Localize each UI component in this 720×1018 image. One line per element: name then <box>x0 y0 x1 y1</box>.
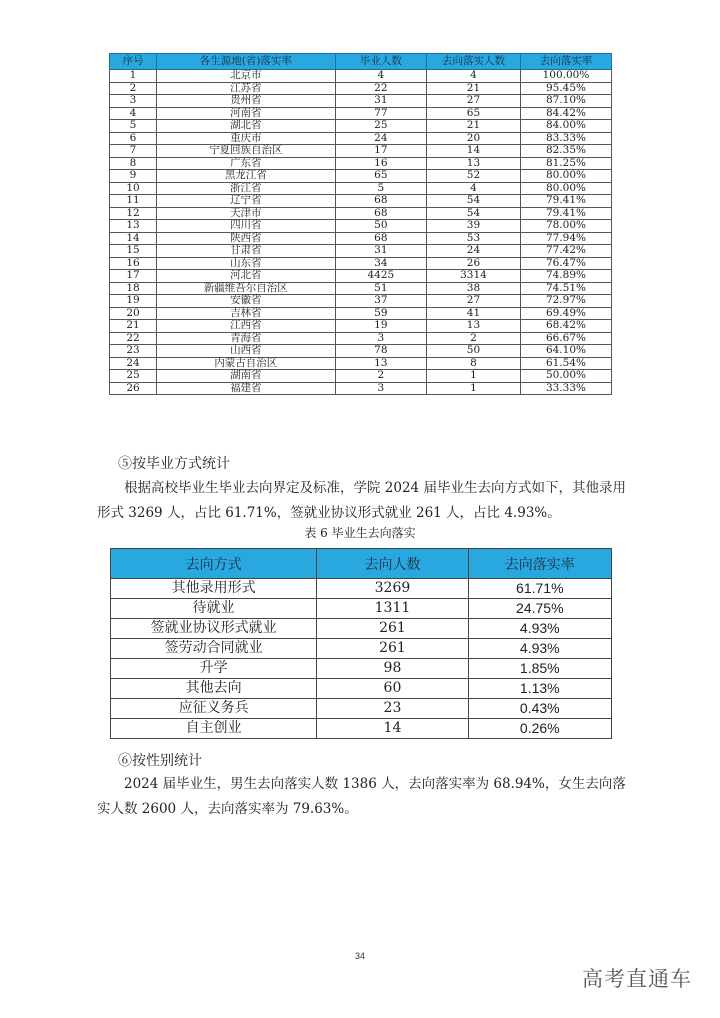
table-row <box>110 370 612 383</box>
table-cell: 福建省 <box>157 382 336 395</box>
table-cell: 4 <box>110 107 157 120</box>
table-cell: 16 <box>335 157 426 170</box>
table-cell: 13 <box>427 157 521 170</box>
table-row <box>110 357 612 370</box>
table-cell: 23 <box>110 345 157 358</box>
table-cell: 应征义务兵 <box>111 699 317 719</box>
table-row <box>110 107 612 120</box>
table-cell: 24 <box>110 357 157 370</box>
table-cell: 84.42% <box>520 107 611 120</box>
table-row <box>111 679 612 699</box>
column-header: 各生源地(省)落实率 <box>157 54 336 70</box>
table-cell: 65 <box>335 170 426 183</box>
table-cell: 4 <box>335 70 426 83</box>
table-cell: 84.00% <box>520 120 611 133</box>
table-cell: 北京市 <box>157 70 336 83</box>
table-cell: 10 <box>110 182 157 195</box>
table-cell: 12 <box>110 207 157 220</box>
table-cell: 0.43% <box>468 699 611 719</box>
table-row <box>110 120 612 133</box>
table-row <box>110 282 612 295</box>
table-cell: 50.00% <box>520 370 611 383</box>
table-cell: 26 <box>110 382 157 395</box>
table-cell: 24 <box>335 132 426 145</box>
table-cell: 黑龙江省 <box>157 170 336 183</box>
table-cell: 81.25% <box>520 157 611 170</box>
table-cell: 77.42% <box>520 245 611 258</box>
table-row <box>111 659 612 679</box>
table-cell: 14 <box>110 232 157 245</box>
table-cell: 61.71% <box>468 579 611 599</box>
table-cell: 湖南省 <box>157 370 336 383</box>
table-cell: 50 <box>427 345 521 358</box>
table-row <box>110 95 612 108</box>
table-cell: 54 <box>427 207 521 220</box>
table-cell: 4425 <box>335 270 426 283</box>
table-cell: 72.97% <box>520 295 611 308</box>
watermark: 高考直通车 <box>582 967 692 991</box>
table-cell: 68 <box>335 207 426 220</box>
table-row <box>110 295 612 308</box>
table-row <box>110 245 612 258</box>
table-cell: 其他录用形式 <box>111 579 317 599</box>
table-cell: 21 <box>427 82 521 95</box>
table-row <box>110 332 612 345</box>
table-cell: 87.10% <box>520 95 611 108</box>
table-cell: 27 <box>427 95 521 108</box>
table-cell: 76.47% <box>520 257 611 270</box>
table-cell: 78.00% <box>520 220 611 233</box>
table-row <box>110 132 612 145</box>
table-cell: 1 <box>427 382 521 395</box>
column-header: 毕业人数 <box>335 54 426 70</box>
column-header: 去向落实率 <box>520 54 611 70</box>
table-row <box>110 70 612 83</box>
table-cell: 3269 <box>317 579 468 599</box>
column-header: 序号 <box>110 54 157 70</box>
table-cell: 25 <box>110 370 157 383</box>
table-cell: 95.45% <box>520 82 611 95</box>
table-cell: 9 <box>110 170 157 183</box>
table-cell: 68 <box>335 195 426 208</box>
table-row <box>111 599 612 619</box>
table-cell: 24 <box>427 245 521 258</box>
table-cell: 1.85% <box>468 659 611 679</box>
destination-table <box>110 548 612 739</box>
table-cell: 四川省 <box>157 220 336 233</box>
section-heading: ⑥按性别统计 <box>118 753 202 769</box>
table-cell: 38 <box>427 282 521 295</box>
table-cell: 98 <box>317 659 468 679</box>
table-cell: 34 <box>335 257 426 270</box>
table-cell: 23 <box>317 699 468 719</box>
paragraph: 根据高校毕业生毕业去向界定及标准，学院 2024 届毕业生去向方式如下，其他录用形式 3269 人，占比 61.71%，签就业协议形式就业 261 人，占比 4.93%。 <box>97 480 626 521</box>
table-cell: 21 <box>110 320 157 333</box>
table-cell: 河南省 <box>157 107 336 120</box>
table-cell: 64.10% <box>520 345 611 358</box>
table-cell: 17 <box>335 145 426 158</box>
table-cell: 1311 <box>317 599 468 619</box>
table-cell: 80.00% <box>520 170 611 183</box>
table-row <box>110 307 612 320</box>
table-cell: 4.93% <box>468 639 611 659</box>
table-cell: 4.93% <box>468 619 611 639</box>
table-cell: 33.33% <box>520 382 611 395</box>
table-row <box>110 157 612 170</box>
page-number: 34 <box>354 951 365 961</box>
table-cell: 自主创业 <box>111 719 317 739</box>
table-row <box>110 82 612 95</box>
table-cell: 26 <box>427 257 521 270</box>
table-cell: 74.51% <box>520 282 611 295</box>
table-cell: 83.33% <box>520 132 611 145</box>
table-cell: 69.49% <box>520 307 611 320</box>
table-cell: 陕西省 <box>157 232 336 245</box>
table-cell: 11 <box>110 195 157 208</box>
table-cell: 68.42% <box>520 320 611 333</box>
table-row <box>111 639 612 659</box>
table-cell: 27 <box>427 295 521 308</box>
table-cell: 新疆维吾尔自治区 <box>157 282 336 295</box>
table-row <box>110 345 612 358</box>
table-row <box>111 619 612 639</box>
table-cell: 39 <box>427 220 521 233</box>
table-cell: 37 <box>335 295 426 308</box>
table-cell: 4 <box>427 182 521 195</box>
table-cell: 41 <box>427 307 521 320</box>
table-cell: 15 <box>110 245 157 258</box>
table-cell: 江西省 <box>157 320 336 333</box>
column-header: 去向人数 <box>317 549 468 579</box>
table-cell: 4 <box>427 70 521 83</box>
table-cell: 54 <box>427 195 521 208</box>
table-row <box>111 579 612 599</box>
table-cell: 3 <box>335 332 426 345</box>
table-cell: 浙江省 <box>157 182 336 195</box>
section-heading: ⑤按毕业方式统计 <box>118 456 230 472</box>
table-cell: 其他去向 <box>111 679 317 699</box>
table-cell: 甘肃省 <box>157 245 336 258</box>
table-row <box>110 270 612 283</box>
table-cell: 山西省 <box>157 345 336 358</box>
table-cell: 19 <box>110 295 157 308</box>
table-cell: 6 <box>110 132 157 145</box>
table-cell: 签劳动合同就业 <box>111 639 317 659</box>
table-cell: 江苏省 <box>157 82 336 95</box>
table-cell: 20 <box>110 307 157 320</box>
table-row <box>111 719 612 739</box>
table-cell: 61.54% <box>520 357 611 370</box>
table-cell: 74.89% <box>520 270 611 283</box>
table-cell: 7 <box>110 145 157 158</box>
table-row <box>110 145 612 158</box>
table-cell: 17 <box>110 270 157 283</box>
table-cell: 79.41% <box>520 195 611 208</box>
table-row <box>110 382 612 395</box>
table-cell: 68 <box>335 232 426 245</box>
table-cell: 20 <box>427 132 521 145</box>
province-table-body <box>110 70 612 395</box>
table-cell: 1 <box>427 370 521 383</box>
table-cell: 65 <box>427 107 521 120</box>
table-cell: 1 <box>110 70 157 83</box>
table-cell: 3 <box>335 382 426 395</box>
table-cell: 261 <box>317 619 468 639</box>
table-cell: 261 <box>317 639 468 659</box>
table-cell: 3314 <box>427 270 521 283</box>
table-cell: 签就业协议形式就业 <box>111 619 317 639</box>
table-cell: 宁夏回族自治区 <box>157 145 336 158</box>
column-header: 去向落实率 <box>468 549 611 579</box>
table-cell: 湖北省 <box>157 120 336 133</box>
table-cell: 贵州省 <box>157 95 336 108</box>
table-row <box>110 207 612 220</box>
table-row <box>110 182 612 195</box>
table-cell: 1.13% <box>468 679 611 699</box>
table-cell: 77 <box>335 107 426 120</box>
table-cell: 22 <box>110 332 157 345</box>
table-cell: 5 <box>110 120 157 133</box>
table-cell: 18 <box>110 282 157 295</box>
table-row <box>110 195 612 208</box>
table-cell: 78 <box>335 345 426 358</box>
column-header: 去向落实人数 <box>427 54 521 70</box>
table-cell: 8 <box>427 357 521 370</box>
table-cell: 8 <box>110 157 157 170</box>
table-cell: 21 <box>427 120 521 133</box>
table-cell: 2 <box>427 332 521 345</box>
table-cell: 辽宁省 <box>157 195 336 208</box>
table-cell: 22 <box>335 82 426 95</box>
table-cell: 青海省 <box>157 332 336 345</box>
table-cell: 内蒙古自治区 <box>157 357 336 370</box>
destination-table-body <box>111 579 612 739</box>
table-cell: 山东省 <box>157 257 336 270</box>
table-cell: 天津市 <box>157 207 336 220</box>
table-cell: 66.67% <box>520 332 611 345</box>
province-placement-table <box>109 53 612 395</box>
table-header-row <box>111 549 612 579</box>
table-cell: 51 <box>335 282 426 295</box>
table-cell: 82.35% <box>520 145 611 158</box>
table-cell: 16 <box>110 257 157 270</box>
table-cell: 13 <box>335 357 426 370</box>
table-row <box>110 257 612 270</box>
table-cell: 安徽省 <box>157 295 336 308</box>
table-cell: 重庆市 <box>157 132 336 145</box>
table-cell: 0.26% <box>468 719 611 739</box>
table-cell: 53 <box>427 232 521 245</box>
table-cell: 77.94% <box>520 232 611 245</box>
table-cell: 5 <box>335 182 426 195</box>
table-row <box>110 232 612 245</box>
table-cell: 19 <box>335 320 426 333</box>
table-cell: 14 <box>427 145 521 158</box>
table-cell: 25 <box>335 120 426 133</box>
column-header: 去向方式 <box>111 549 317 579</box>
table-cell: 2 <box>110 82 157 95</box>
table-cell: 升学 <box>111 659 317 679</box>
table-cell: 广东省 <box>157 157 336 170</box>
paragraph: 2024 届毕业生，男生去向落实人数 1386 人，去向落实率为 68.94%，女生去向落实人数 2600 人，去向落实率为 79.63%。 <box>97 776 626 817</box>
table-header-row <box>110 54 612 70</box>
table-cell: 31 <box>335 95 426 108</box>
table-cell: 待就业 <box>111 599 317 619</box>
table-cell: 3 <box>110 95 157 108</box>
table-cell: 13 <box>427 320 521 333</box>
table-cell: 52 <box>427 170 521 183</box>
table-row <box>110 320 612 333</box>
table-cell: 吉林省 <box>157 307 336 320</box>
table-cell: 50 <box>335 220 426 233</box>
table-cell: 100.00% <box>520 70 611 83</box>
table-cell: 60 <box>317 679 468 699</box>
table-cell: 80.00% <box>520 182 611 195</box>
table-cell: 河北省 <box>157 270 336 283</box>
table-cell: 31 <box>335 245 426 258</box>
table-cell: 14 <box>317 719 468 739</box>
table-cell: 13 <box>110 220 157 233</box>
table-caption: 表 6 毕业生去向落实 <box>304 526 416 540</box>
table-row <box>110 220 612 233</box>
table-row <box>110 170 612 183</box>
table-cell: 2 <box>335 370 426 383</box>
table-row <box>111 699 612 719</box>
table-cell: 79.41% <box>520 207 611 220</box>
table-cell: 59 <box>335 307 426 320</box>
table-cell: 24.75% <box>468 599 611 619</box>
